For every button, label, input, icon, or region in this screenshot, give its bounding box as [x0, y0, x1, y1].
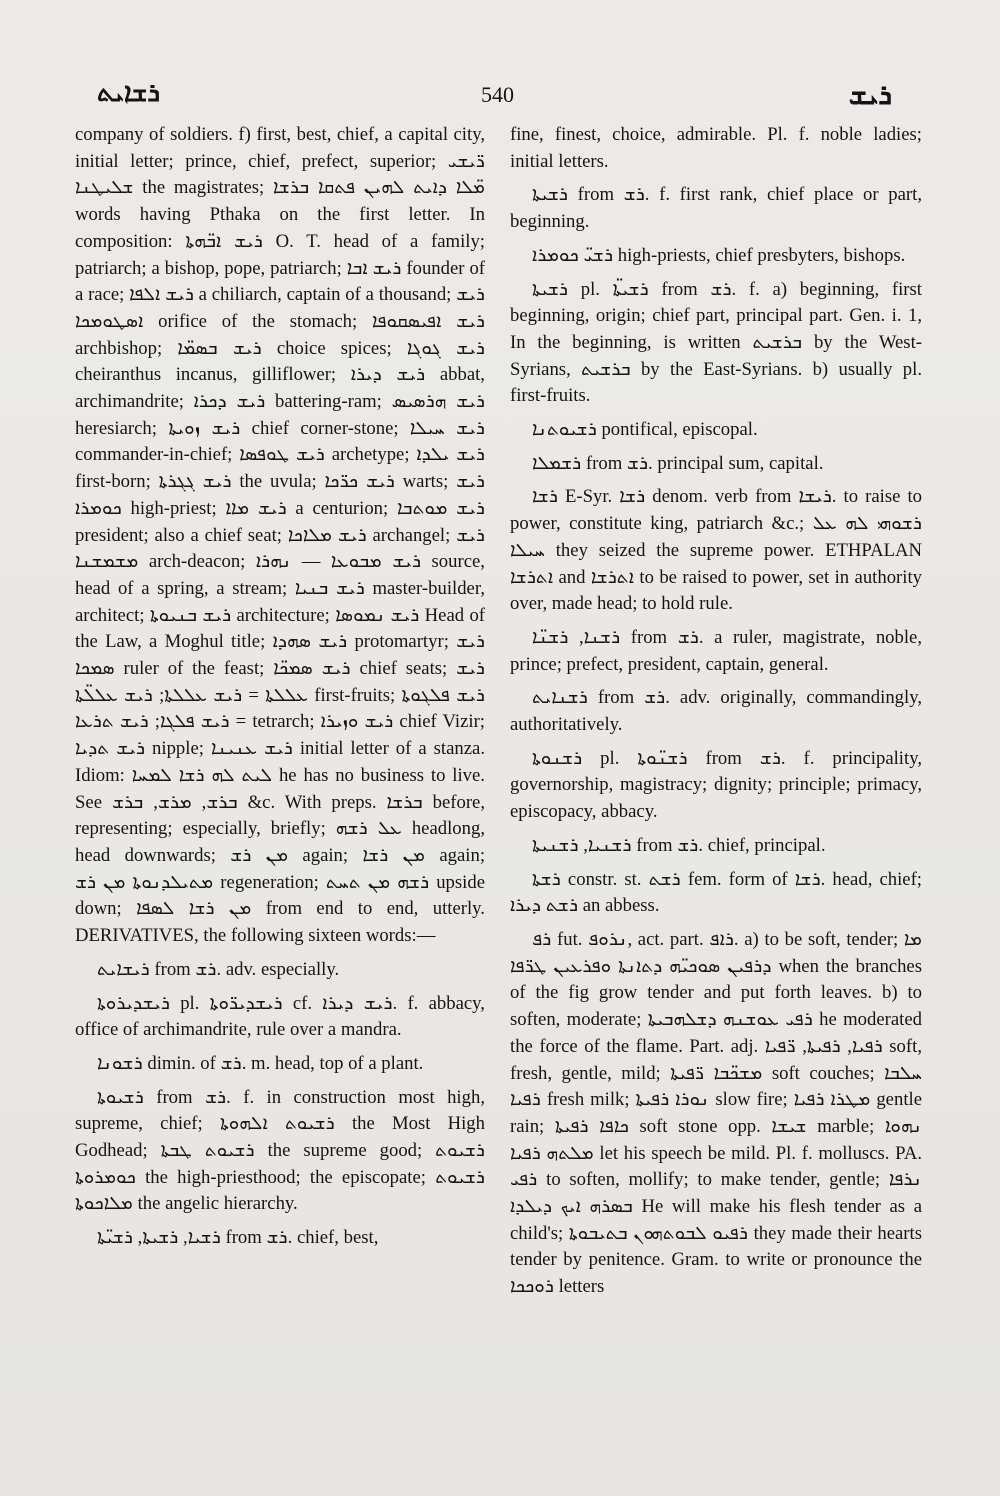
entry-paragraph: ܪܝܫܐܝܬ from ܪܫ. adv. especially. — [97, 958, 340, 980]
entry-paragraph: ܪܫܢܐܝܬ from ܪܫ. adv. originally, commandingly, authoritatively. — [510, 687, 922, 736]
entry-paragraph: company of soldiers. f) first, best, chief, a capital city, initial letter; prince, chief, prefect, superior; ܪ̈ܝܫܝ ܫܠܝܛܢܐ the magistrates; ܡ̈ܠܐ ܕܐܝܬ ܠܗܝܢ ܦܬܩܐ ܒܪܫܐ words having Pthaka on the first letter. In composition: ܪܝܫ ܐܒ̈ܗܬܐ O. T. head of a family; patriarch; a bishop, pope, patriarch; ܪܝܫ ܐܒܐ founder of a race; ܪܝܫ ܐܠܦܐ a chiliarch, captain of a thousand; ܪܝܫ ܐܣܛܘܡܟܐ orifice of the stomach; ܪܝܫ ܐܦܝܣܩܘܦܐ archbishop; ܪܝܫ ܒܣܡ̈ܐ choice spices; ܪܝܫ ܓܘܓܐ cheiranthus incanus, gilliflower; ܪܝܫ ܕܝܪܐ abbat, archimandrite; ܪܝܫ ܕܟܪܐ battering-ram; ܪܝܫ ܗܪܣܝܣ heresiarch; ܪܝܫ ܙܘܝܬܐ chief corner-stone; ܪܝܫ ܚܝܠܐ commander-in-chief; ܪܝܫ ܛܘܦܣܐ archetype; ܪܝܫ ܝܠܕܐ first-born; ܪܝܫ ܓܓܪܬܐ the uvula; ܪܝܫ ܟܪ̈ܟܐ warts; ܪܝܫ ܟܘܡܪܐ high-priest; ܪܝܫ ܡܐܐ a centurion; ܪܝܫ ܡܘܬܒܐ president; also a chief seat; ܪܝܫ ܡܠܐܟܐ archangel; ܪܝܫ ܡܫܡܫܢܐ arch-deacon; ܪܝܫ ܡܒܘܥܐ — ܢܗܪܐ source, head of a spring, a stream; ܪܝܫ ܒܢܝܐ master-builder, architect; ܪܝܫ ܒܢܝܘܬܐ architecture; ܪܝܫ ܢܡܘܣܐ Head of the Law, a Moghul title; ܪܝܫ ܣܗܕܐ protomartyr; ܪܝܫ ܣܡܟܐ ruler of the feast; ܪܝܫ ܣܡܟ̈ܐ chief seats; ܪܝܫ ܥܠܠܬܐ = ܪܝܫ ܥܠܠܬܐ; ܪܝܫ ܥܠܠ̈ܬܐ first-fruits; ܪܝܫ ܦܠܓܘܬܐ = ܪܝܫ ܦܠܓܐ; ܪܝܫ ܬܪܥܐ tetrarch; ܪܝܫ ܘܙܝܪܐ chief Vizir; ܪܝܫ ܬܕܝܐ nipple; ܪܝܫ ܥܢܝܢܐ initial letter of a stanza. Idiom: ܠܝܬ ܠܗ ܪܫܐ ܠܡܚܐ he has no business to live. See ܒܪܫ, ܡܪܫ, ܒܪܫ &c. With preps. ܒܪܫܐ before, representing; especially, briefly; ܥܠ ܪܫܗ headlong, head downwards; ܡܢ ܪܫ again; ܡܢ ܪܫܐ again; ܡܬܝܠܕܢܘܬܐ ܡܢ ܪܫ regeneration; ܪܫܗ ܡܢ ܬܚܬ upside down; ܡܢ ܪܫܐ ܠܣܦܐ from end to end, utterly. DERIVATIVES, the following sixteen words:— — [75, 124, 485, 947]
entry-paragraph: fine, finest, choice, admirable. Pl. f. noble ladies; initial letters. — [510, 124, 922, 172]
entry-paragraph: ܪܫܝܘܬܢܐ pontifical, episcopal. — [532, 419, 758, 441]
page-number: 540 — [481, 82, 514, 107]
entry-paragraph: ܪܦ fut. ܢܪܘܦ, act. part. ܪܐܦ. a) to be soft, tender; ܡܐ ܕܪܦܝܢ ܣܘܟܝ̈ܗ ܕܬܐܢܬܐ ܘܦܪܥܝܢ ܛܪ̈ܦܐ when the branches of the fig grow tender and put forth leaves. b) to soften, moderate; ܪܦܝ ܥܘܫܢܗ ܕܫܠܗܒܝܬܐ he moderated the force of the flame. Part. adj. ܪܦܝܐ, ܪܦܝܬܐ, ܪ̈ܦܝܐ soft, fresh, gentle, mild; ܡܫܟ̈ܒܐ ܪ̈ܦܝܬܐ soft couches; ܚܠܒܐ ܪܦܝܐ fresh milk; ܢܘܪܐ ܪܦܝܬܐ slow fire; ܡܛܪܐ ܪܦܝܐ gentle rain; ܟܐܦܐ ܪܦܝܬܐ soft stone opp. ܫܝܫܐ marble; ܢܗܘܐ ܡܠܬܗ ܪܦܝܐ let his speech be mild. Pl. f. molluscs. PA. ܪܦܝ to soften, mollify; to make tender, gentle; ܢܪܦܐ ܒܣܪܗ ܐܝܟ ܕܝܠܕܐ He will make his flesh tender as a child's; ܪܦܝܘ ܠܒܘܬܗܘܢ ܒܬܝܒܘܬܐ they made their hearts tender by penitence. Gram. to write or pronounce the ܪܘܟܟܐ letters — [510, 928, 922, 1298]
right-column — [510, 122, 922, 1442]
left-column — [75, 122, 485, 1442]
running-head-syriac-letters: ܪܝܫ — [848, 78, 892, 111]
entry-paragraph: ܪܫܢܝܐ, ܪܫܢܝܬܐ from ܪܫ. chief, principal. — [532, 834, 826, 856]
running-head — [75, 78, 920, 114]
entry-paragraph: ܪܫܝܬܐ pl. ܪܫܝܬ̈ܐ from ܪܫ. f. a) beginning, first beginning, origin; chief part, principal part. Gen. i. 1, In the beginning, is written ܒܪܫܝܬ by the West-Syrians, ܒܪܫܝܬ by the East-Syrians. b) usually pl. first-fruits. — [510, 278, 922, 407]
entry-paragraph: ܪܫܢܘܬܐ pl. ܪܫܢ̈ܘܬܐ from ܪܫ. f. principality, governorship, magistracy; dignity; principle; primacy, episcopacy, abbacy. — [510, 747, 922, 823]
entry-paragraph: ܪܫܐ E-Syr. ܪܫܐ denom. verb from ܪܝܫܐ. to raise to power, constitute king, patriarch &c.; ܪܫܘܗܝ ܠܗ ܥܠ ܚܝܠܐ they seized the supreme power. ETHPALAN ܐܬܪܫܐ and ܐܬܪܫܐ to be raised to power, set in authority over, made head; to hold rule. — [510, 486, 922, 615]
entry-paragraph: ܪܫܘܢܐ dimin. of ܪܫ. m. head, top of a plant. — [97, 1052, 424, 1074]
entry-paragraph: ܪܫܢܐ, ܪܫܢ̈ܐ from ܪܫ. a ruler, magistrate, noble, prince; prefect, president, captain, general. — [510, 626, 922, 675]
entry-paragraph: ܪܫܝܘܬܐ from ܪܫ. f. in construction most high, supreme, chief; ܪܫܝܘܬ ܐܠܗܘܬܐ the Most High Godhead; ܪܫܝܘܬ ܛܒܬܐ the supreme good; ܪܫܝܘܬ ܟܘܡܪܘܬܐ the high-priesthood; the episcopate; ܪܫܝܘܬ ܡܠܐܟܘܬܐ the angelic hierarchy. — [75, 1086, 485, 1215]
entry-paragraph: ܪܝܫܕܝܪܘܬܐ pl. ܪܝܫܕܝܪ̈ܘܬܐ cf. ܪܝܫ ܕܝܪܐ. f. abbacy, office of archimandrite, rule over a mandra. — [75, 992, 485, 1041]
running-head-syriac-word: ܪܫܐܝܬ — [97, 78, 160, 108]
entry-paragraph: ܪܫܝܬܐ from ܪܫ. f. first rank, chief place or part, beginning. — [510, 184, 922, 233]
entry-paragraph: ܪܫܝ̈ ܟܘܡܪܐ high-priests, chief presbyters, bishops. — [532, 244, 906, 266]
entry-paragraph: ܪܫܝܐ, ܪܫܝܬܐ, ܪܫܝ̈ܬܐ from ܪܫ. chief, best, — [97, 1227, 379, 1249]
entry-paragraph: ܪܫܡܠܐ from ܪܫ. principal sum, capital. — [532, 452, 824, 474]
entry-paragraph: ܪܫܬܐ constr. st. ܪܫܬ fem. form of ܪܫܐ. head, chief; ܪܫܬ ܕܝܪܐ an abbess. — [510, 868, 922, 917]
